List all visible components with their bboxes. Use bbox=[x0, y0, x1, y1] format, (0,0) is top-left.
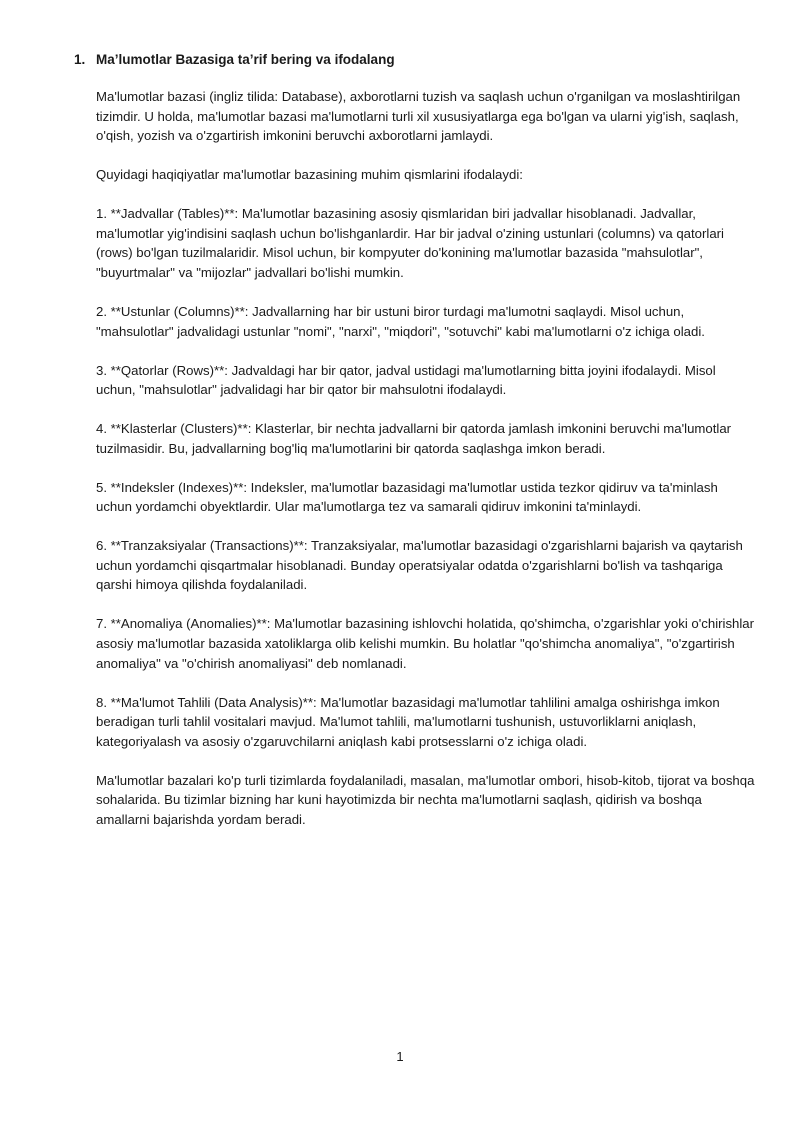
list-item-clusters: 4. **Klasterlar (Clusters)**: Klasterlar, bir nechta jadvallarni bir qatorda jamlash imkonini beruvchi ma'lumotlar tuzilmasidir. Bu, jadvallarning bog'liq ma'lumotlarini bir qatorda saqlashga imkon beradi. bbox=[96, 421, 732, 456]
list-item-indexes: 5. **Indeksler (Indexes)**: Indeksler, ma'lumotlar bazasidagi ma'lumotlar ustida tezkor qidiruv va ta'minlash uchun yordamchi obyektlardir. Ular ma'lumotlarga tez va samarali qidiruv imkonini ta'minlaydi. bbox=[96, 479, 718, 515]
list-item-data-analysis: 8. **Ma'lumot Tahlili (Data Analysis)**: Ma'lumotlar bazasidagi ma'lumotlar tahlilini amalga oshirishga imkon beradigan turli tahlil vositalari mavjud. Ma'lumot tahlili, ma'lumotlarni tushunish, ustuvorliklarni aniqlash, kategoriyalash va asosiy o'zgaruvchilarni aniqlash kabi protsesslarni o'z ichiga oladi. bbox=[96, 694, 720, 749]
section-heading bbox=[74, 50, 754, 69]
list-item-columns: 2. **Ustunlar (Columns)**: Jadvallarning har bir ustuni biror turdagi ma'lumotni saqlaydi. Misol uchun, "mahsulotlar" jadvalidagi ustunlar "nomi", "narxi", "miqdori", "sotuvchi" kabi ma'lumotlarni o'z ichiga oladi. bbox=[96, 303, 705, 339]
lead-in-paragraph: Quyidagi haqiqiyatlar ma'lumotlar bazasining muhim qismlarini ifodalaydi: bbox=[96, 167, 523, 183]
list-item-anomalies: 7. **Anomaliya (Anomalies)**: Ma'lumotlar bazasining ishlovchi holatida, qo'shimcha, o'zgarishlar yoki o'chirishlar asosiy ma'lumotlar bazasida xatoliklarga olib kelishi mumkin. Bu holatlar "qo'shimcha anomaliya", "o'zgartirish anomaliya" va "o'chirish anomaliyasi" deb nomlanadi. bbox=[96, 616, 755, 671]
closing-paragraph: Ma'lumotlar bazalari ko'p turli tizimlarda foydalaniladi, masalan, ma'lumotlar ombori, hisob-kitob, tijorat va boshqa sohalarida. Bu tizimlar bizning har kuni hayotimizda bir nechta ma'lumotlarni saqlash, qidirish va boshqa amallarni bajarishda yordam beradi. bbox=[96, 772, 755, 827]
list-item-tables: 1. **Jadvallar (Tables)**: Ma'lumotlar bazasining asosiy qismlaridan biri jadvallar hisoblanadi. Jadvallar, ma'lumotlar yig'indisini saqlash uchun bo'lishganlardir. Har bir jadval o'zining ustunlari (columns) va qatorlari (rows) bo'lgan tuzilmalaridir. Misol uchun, bir kompyuter do'konining ma'lumotlar bazasida "mahsulotlar", "buyurtmalar" va "mijozlar" jadvallari bo'lishi mumkin. bbox=[96, 206, 724, 280]
section-title: Ma’lumotlar Bazasiga ta’rif bering va ifodalang bbox=[96, 52, 395, 67]
list-item-rows: 3. **Qatorlar (Rows)**: Jadvaldagi har bir qator, jadval ustidagi ma'lumotlarning bitta joyini ifodalaydi. Misol uchun, "mahsulotlar" jadvalidagi har bir qator bir mahsulotni ifodalaydi. bbox=[96, 362, 716, 398]
list-item-transactions: 6. **Tranzaksiyalar (Transactions)**: Tranzaksiyalar, ma'lumotlar bazasidagi o'zgarishlarni bajarish va qaytarish uchun yordamchi qisqartmalar hisoblanadi. Bunday operatsiyalar odatda o'zgarishlarni bo'lish va tashqariga qarshi himoya qilishda foydalaniladi. bbox=[96, 538, 743, 593]
section-number: 1. bbox=[74, 52, 86, 67]
document-body bbox=[96, 87, 756, 849]
page-number: 1 bbox=[396, 1049, 404, 1064]
intro-paragraph: Ma'lumotlar bazasi (ingliz tilida: Database), axborotlarni tuzish va saqlash uchun o'rganilgan va moslashtirilgan tizimdir. U holda, ma'lumotlar bazasi ma'lumotlarni turli xil xususiyatlarga ega bo'lgan va ularni yig'ish, saqlash, o'qish, yozish va o'zgartirish imkonini beruvchi axborotlarni jamlaydi. bbox=[96, 89, 741, 144]
